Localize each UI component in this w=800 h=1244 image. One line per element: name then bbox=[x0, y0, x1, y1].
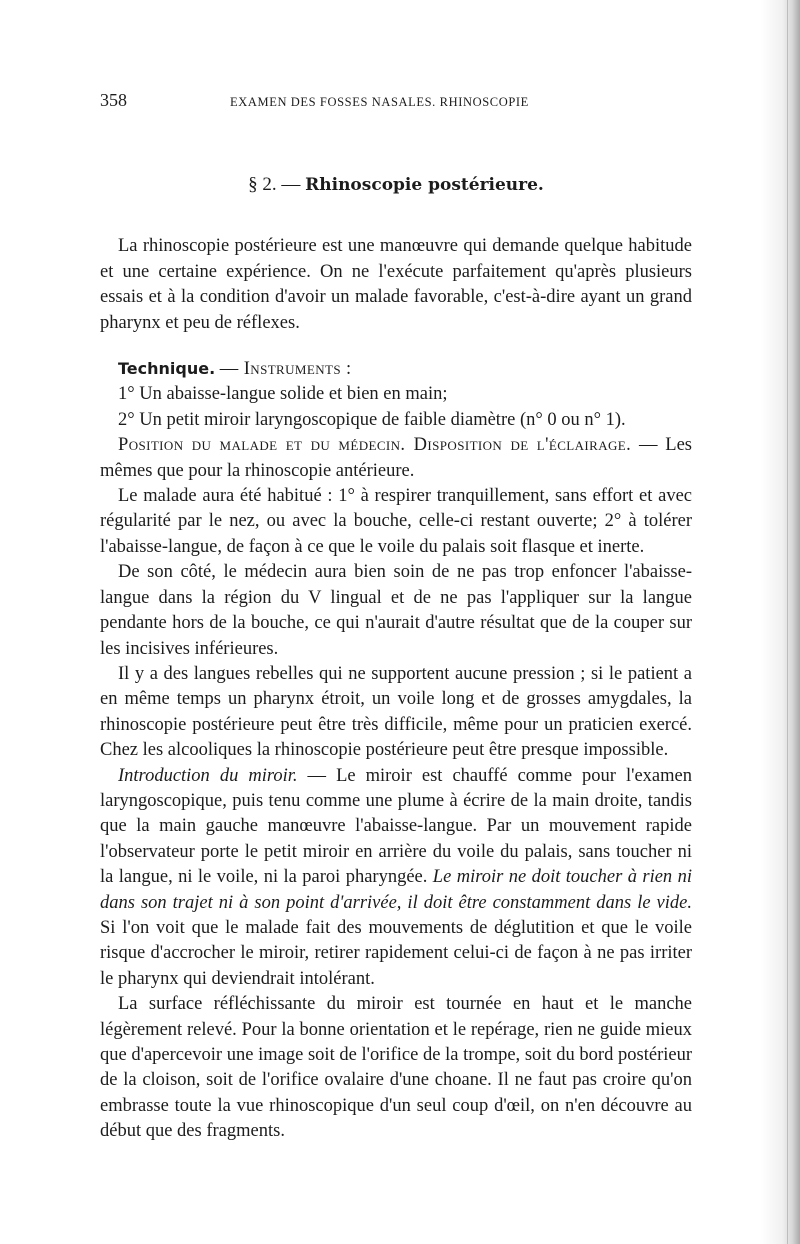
introduction-text-b: Si l'on voit que le malade fait des mouvements de déglutition et que le voile risque d'accrocher le miroir, retirer rapidement celui-ci de façon à ne pas irriter le pharynx qui deviendrait intolérant. bbox=[100, 917, 692, 989]
introduction-italic: Le miroir ne doit toucher à rien ni dans son trajet ni à son point d'arrivée, il doit être constamment dans le vide. bbox=[100, 867, 692, 913]
patient-paragraph: Le malade aura été habitué : 1° à respirer tranquillement, sans effort et avec régularité par le nez, ou avec la bouche, celle-ci restant ouverte; 2° à tolérer l'abaisse-langue, de façon à ce que le voile du palais soit flasque et inerte. bbox=[100, 486, 692, 557]
surface-paragraph: La surface réfléchissante du miroir est tournée en haut et le manche légèrement relevé. Pour la bonne orientation et le repérage, rien ne guide mieux que d'apercevoir une image soit de l'orifice de la trompe, soit du bord postérieur de la cloison, soit de l'orifice ovalaire d'une choane. Il ne faut pas croire qu'on embrasse toute la vue rhinoscopique d'un seul coup d'œil, on n'en découvre au début que des fragments. bbox=[100, 994, 692, 1142]
page-number: 358 bbox=[100, 90, 127, 110]
rebel-paragraph: Il y a des langues rebelles qui ne supportent aucune pression ; si le patient a en même temps un pharynx étroit, un voile long et de grosses amygdales, la rhinoscopie postérieure peut être très difficile, même pour un praticien exercé. Chez les alcooliques la rhinoscopie postérieure peut être presque impossible. bbox=[100, 663, 692, 761]
section-heading bbox=[100, 172, 692, 198]
doctor-paragraph: De son côté, le médecin aura bien soin de ne pas trop enfoncer l'abaisse-langue dans la région du V lingual et de ne pas l'appliquer sur la langue pendante hors de la bouche, ce qui n'aurait d'autre résultat que de la couper sur les incisives inférieures. bbox=[100, 562, 692, 659]
technique-label: Technique. bbox=[118, 359, 216, 379]
section-title: Rhinoscopie postérieure. bbox=[305, 175, 544, 195]
instrument-item-2: 2° Un petit miroir laryngoscopique de faible diamètre (n° 0 ou n° 1). bbox=[118, 409, 626, 430]
intro-paragraph: La rhinoscopie postérieure est une manœuvre qui demande quelque habitude et une certaine expérience. On ne l'exécute parfaitement qu'après plusieurs essais et à la condition d'avoir un malade favorable, c'est-à-dire ayant un grand pharynx et peu de réflexes. bbox=[100, 236, 692, 333]
position-label: Position du malade et du médecin. Disposition de l'éclairage. bbox=[118, 435, 632, 456]
instruments-label: — Instruments : bbox=[219, 359, 352, 380]
page-content bbox=[100, 88, 692, 1145]
introduction-paragraph bbox=[100, 764, 692, 993]
position-text: — Les mêmes que pour la rhinoscopie antérieure. bbox=[100, 435, 693, 481]
introduction-text-a: — Le miroir est chauffé comme pour l'examen laryngoscopique, puis tenu comme une plume à écrire de la main droite, tandis que la main gauche manœuvre l'abaisse-langue. Par un mouvement rapide l'observateur porte le petit miroir en arrière du voile du palais, sans toucher ni la langue, ni le voile, ni la paroi pharyngée. bbox=[100, 765, 692, 888]
position-paragraph bbox=[100, 433, 692, 484]
introduction-label: Introduction du miroir. bbox=[118, 765, 298, 786]
instrument-item-1: 1° Un abaisse-langue solide et bien en main; bbox=[118, 384, 448, 405]
section-number: § 2. — bbox=[248, 174, 301, 195]
running-header bbox=[100, 88, 692, 118]
technique-paragraph bbox=[100, 356, 692, 382]
page-edge-line bbox=[787, 0, 788, 1244]
page-edge-shadow bbox=[760, 0, 800, 1244]
running-title: EXAMEN DES FOSSES NASALES. RHINOSCOPIE bbox=[230, 95, 529, 109]
